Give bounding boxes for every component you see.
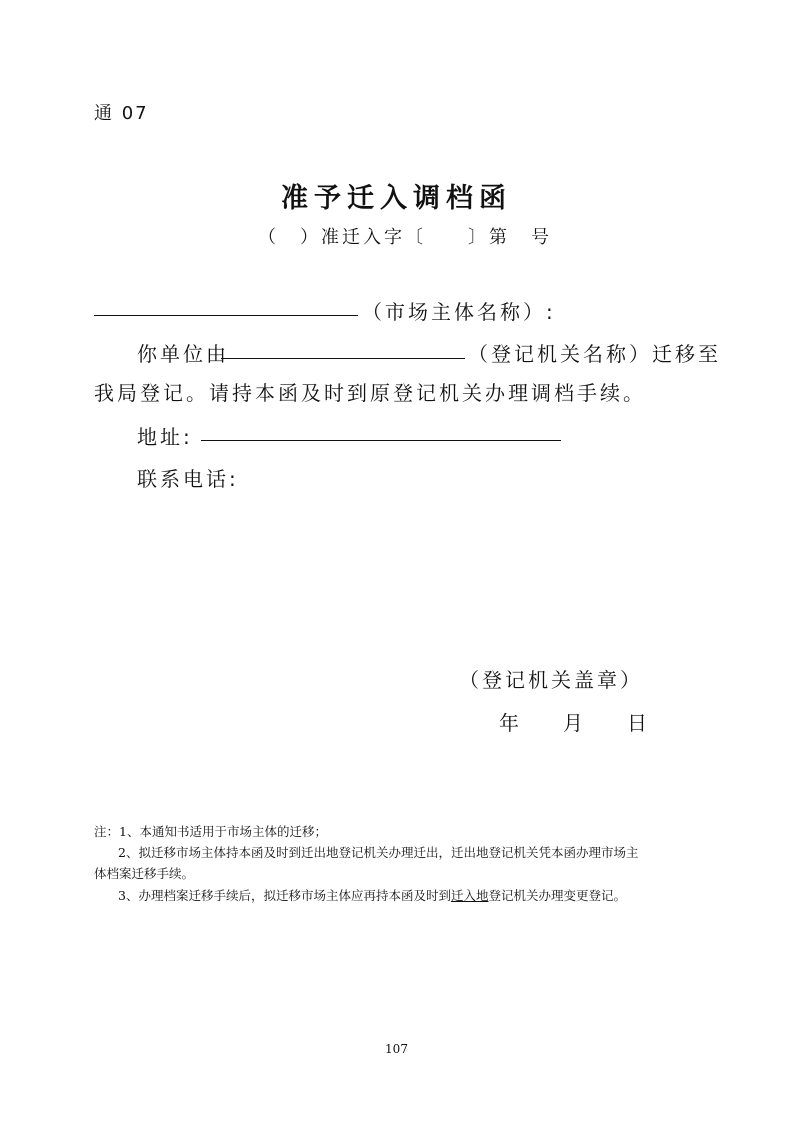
form-code: 通 07 [94, 103, 149, 124]
recipient-name-blank [94, 315, 358, 316]
note-1: 注：1、本通知书适用于市场主体的迁移； [94, 824, 327, 839]
date-month: 月 [563, 711, 586, 735]
note-3-before: 3、办理档案迁移手续后，拟迁移市场主体应再持本函及时到 [118, 888, 451, 903]
note-2-line1: 2、拟迁移市场主体持本函及时到迁出地登记机关办理迁出，迁出地登记机关凭本函办理市场主 [118, 845, 639, 860]
seal-label: （登记机关盖章） [459, 668, 643, 692]
recipient-label: （市场主体名称）: [362, 300, 556, 324]
body-line1-prefix: 你单位由 [137, 342, 229, 366]
phone-label: 联系电话: [137, 467, 239, 491]
note-3-underlined: 迁入地 [450, 888, 489, 903]
address-label: 地址: [137, 425, 193, 449]
date-day: 日 [627, 711, 650, 735]
document-number-line: （ ）准迁入字〔 〕第 号 [258, 227, 552, 248]
body-line2: 我局登记。请持本函及时到原登记机关办理调档手续。 [94, 381, 646, 405]
document-title: 准予迁入调档函 [281, 183, 512, 214]
date-year: 年 [499, 711, 522, 735]
registration-authority-blank [221, 358, 465, 359]
note-3-after: 登记机关办理变更登记。 [488, 888, 626, 903]
note-3 [118, 886, 626, 904]
page-number: 107 [385, 1042, 408, 1056]
body-line1-suffix: （登记机关名称）迁移至 [468, 342, 721, 366]
address-blank [201, 440, 561, 441]
note-2-line2: 体档案迁移手续。 [94, 866, 195, 881]
